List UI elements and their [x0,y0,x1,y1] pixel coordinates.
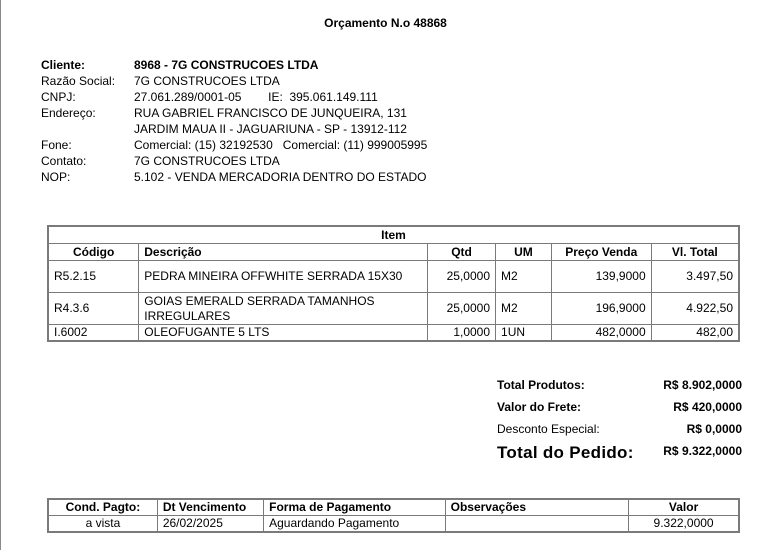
table-row [48,516,739,533]
total-produtos-value: R$ 8.902,0000 [663,378,742,392]
payment-vencimento: 26/02/2025 [157,516,263,533]
col-observacoes: Observações [445,499,629,516]
item-qtd: 1,0000 [428,325,496,342]
item-descricao: PEDRA MINEIRA OFFWHITE SERRADA 15X30 [139,261,428,293]
payment-header-row [48,499,739,516]
valor-frete-row [497,399,742,421]
item-preco: 196,9000 [551,293,651,325]
payment-forma: Aguardando Pagamento [264,516,446,533]
desconto-value: R$ 0,0000 [686,422,742,436]
col-um: UM [496,244,552,261]
endereco-value: RUA GABRIEL FRANCISCO DE JUNQUEIRA, 131 [134,106,407,120]
col-cond-pagto: Cond. Pagto: [48,499,157,516]
item-qtd: 25,0000 [428,293,496,325]
payment-obs [445,516,629,533]
endereco-value-2: JARDIM MAUA II - JAGUARIUNA - SP - 13912-112 [134,122,407,136]
client-row-fone [41,137,427,153]
col-preco-venda: Preço Venda [551,244,651,261]
endereco-label: Endereço: [41,106,96,120]
col-vl-total: Vl. Total [651,244,739,261]
client-row-nop [41,169,427,185]
endereco-label-2 [41,121,134,137]
table-row [48,325,739,342]
fone-label: Fone: [41,138,72,152]
payment-valor: 9.322,0000 [629,516,739,533]
contato-value: 7G CONSTRUCOES LTDA [134,154,280,168]
razao-social-value: 7G CONSTRUCOES LTDA [134,74,280,88]
item-um: 1UN [496,325,552,342]
item-descricao: GOIAS EMERALD SERRADA TAMANHOS IRREGULARES [139,293,428,325]
total-pedido-row [497,443,742,465]
col-dt-vencimento: Dt Vencimento [157,499,263,516]
col-codigo: Código [48,244,139,261]
item-codigo: I.6002 [48,325,139,342]
item-um: M2 [496,261,552,293]
client-value: 8968 - 7G CONSTRUCOES LTDA [134,58,319,72]
client-row-cnpj [41,89,427,105]
client-row-contato [41,153,427,169]
items-caption: Item [48,226,739,244]
items-caption-row [48,226,739,244]
item-codigo: R5.2.15 [48,261,139,293]
desconto-row [497,421,742,443]
desconto-label: Desconto Especial: [497,422,600,436]
valor-frete-label: Valor do Frete: [497,400,582,414]
page-title: Orçamento N.o 48868 [324,16,447,30]
items-table [47,225,740,342]
fone-value: Comercial: (15) 32192530 Comercial: (11) 999005995 [134,138,428,152]
col-qtd: Qtd [428,244,496,261]
item-descricao: OLEOFUGANTE 5 LTS [139,325,428,342]
item-total: 3.497,50 [651,261,739,293]
col-valor: Valor [629,499,739,516]
client-info [41,57,427,185]
razao-social-label: Razão Social: [41,74,116,88]
contato-label: Contato: [41,154,87,168]
item-preco: 482,0000 [551,325,651,342]
client-row-endereco-2 [41,121,427,137]
table-row [48,293,739,325]
client-row-cliente [41,57,427,73]
item-total: 4.922,50 [651,293,739,325]
payment-table [47,498,740,533]
cnpj-label: CNPJ: [41,90,76,104]
page-left-border [0,0,1,550]
total-pedido-label: Total do Pedido: [497,443,634,462]
client-row-endereco [41,105,427,121]
total-produtos-label: Total Produtos: [497,378,585,392]
valor-frete-value: R$ 420,0000 [673,400,742,414]
col-forma-pagamento: Forma de Pagamento [264,499,446,516]
total-produtos-row [497,377,742,399]
totals-section [497,377,742,465]
client-row-razao-social [41,73,427,89]
nop-value: 5.102 - VENDA MERCADORIA DENTRO DO ESTADO [134,170,427,184]
payment-cond: a vista [48,516,157,533]
cnpj-value: 27.061.289/0001-05 IE: 395.061.149.111 [134,90,378,104]
item-qtd: 25,0000 [428,261,496,293]
item-preco: 139,9000 [551,261,651,293]
item-codigo: R4.3.6 [48,293,139,325]
nop-label: NOP: [41,170,71,184]
item-total: 482,00 [651,325,739,342]
col-descricao: Descrição [139,244,428,261]
table-row [48,261,739,293]
items-header-row [48,244,739,261]
client-label: Cliente: [41,58,86,72]
item-um: M2 [496,293,552,325]
total-pedido-value: R$ 9.322,0000 [663,444,742,458]
